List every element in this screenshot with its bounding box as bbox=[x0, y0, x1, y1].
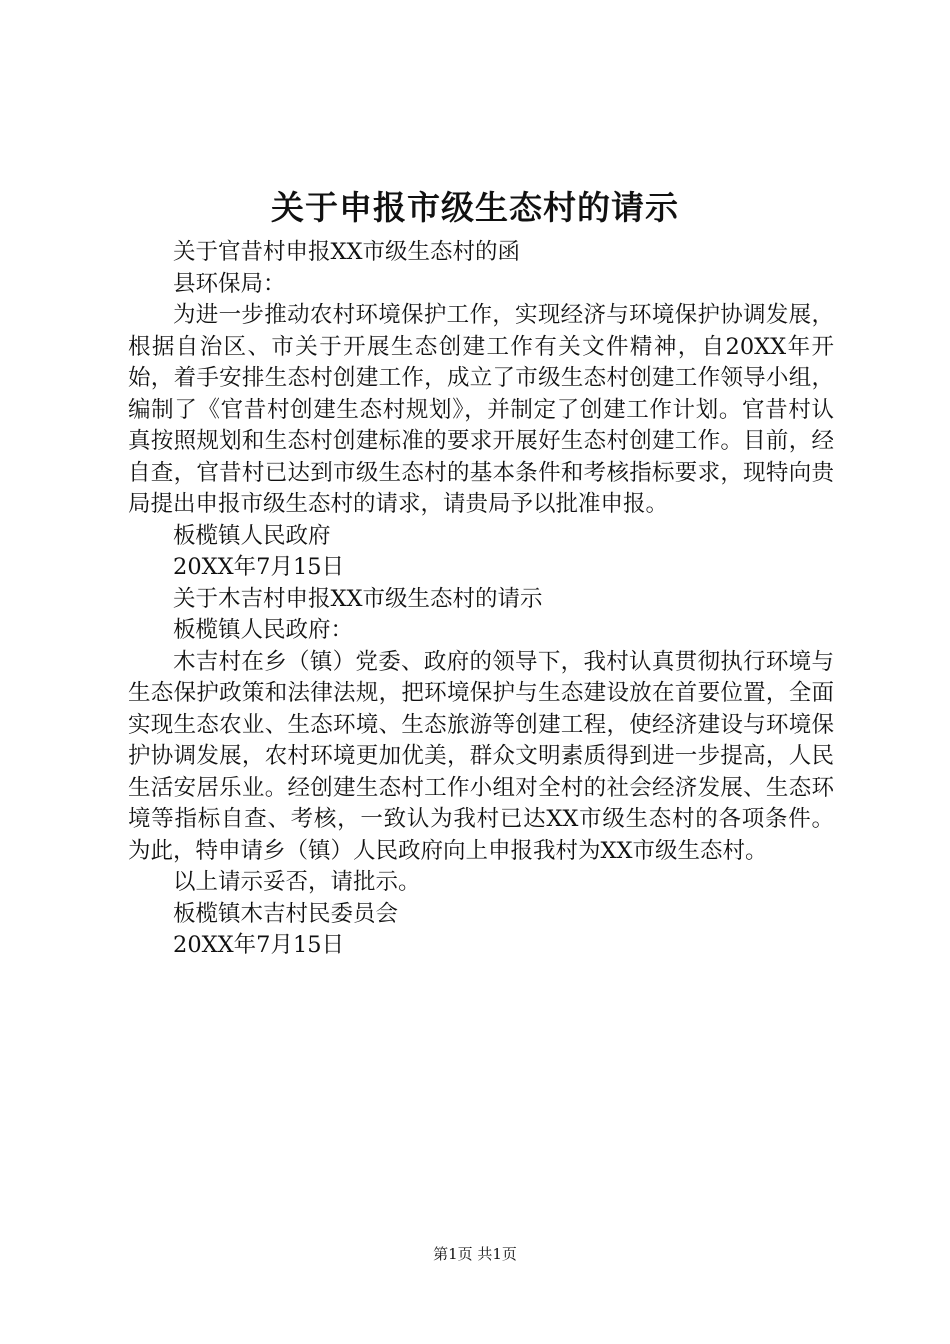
page-number-footer: 第1页 共1页 bbox=[433, 1245, 517, 1263]
paragraph-addressee: 板榄镇人民政府： bbox=[173, 617, 354, 643]
paragraph-date: 20XX年7月15日 bbox=[173, 932, 345, 958]
paragraph-signature: 板榄镇人民政府 bbox=[173, 522, 331, 549]
paragraph-closing: 以上请示妥否，请批示。 bbox=[173, 869, 421, 895]
paragraph-addressee: 县环保局： bbox=[173, 270, 286, 297]
paragraph-request-heading: 关于木吉村申报XX市级生态村的请示 bbox=[173, 585, 543, 612]
paragraph-letter-body: 为进一步推动农村环境保护工作，实现经济与环境保护协调发展，根据自治区、市关于开展生态创建工作有关文件精神，自20XX年开始，着手安排生态村创建工作，成立了市级生态村创建工作领导小组，编制了《官昔村创建生态村规划》，并制定了创建工作计划。官昔村认真按照规划和生态村创建标准的要求开展好生态村创建工作。目前，经自查，官昔村已达到市级生态村的基本条件和考核指标要求，现特向贵局提出申报市级生态村的请求，请贵局予以批准申报。 bbox=[128, 302, 834, 517]
paragraph-letter-heading: 关于官昔村申报XX市级生态村的函 bbox=[173, 239, 521, 265]
paragraph-date: 20XX年7月15日 bbox=[173, 554, 345, 580]
paragraph-request-body: 木吉村在乡（镇）党委、政府的领导下，我村认真贯彻执行环境与生态保护政策和法律法规，把环境保护与生态建设放在首要位置，全面实现生态农业、生态环境、生态旅游等创建工程，使经济建设与环境保护协调发展，农村环境更加优美，群众文明素质得到进一步提高，人民生活安居乐业。经创建生态村工作小组对全村的社会经济发展、生态环境等指标自查、考核，一致认为我村已达XX市级生态村的各项条件。为此，特申请乡（镇）人民政府向上申报我村为XX市级生态村。 bbox=[128, 648, 834, 864]
paragraph-signature: 板榄镇木吉村民委员会 bbox=[173, 900, 399, 927]
document-body bbox=[128, 237, 834, 962]
document-title: 关于申报市级生态村的请示 bbox=[271, 188, 679, 227]
